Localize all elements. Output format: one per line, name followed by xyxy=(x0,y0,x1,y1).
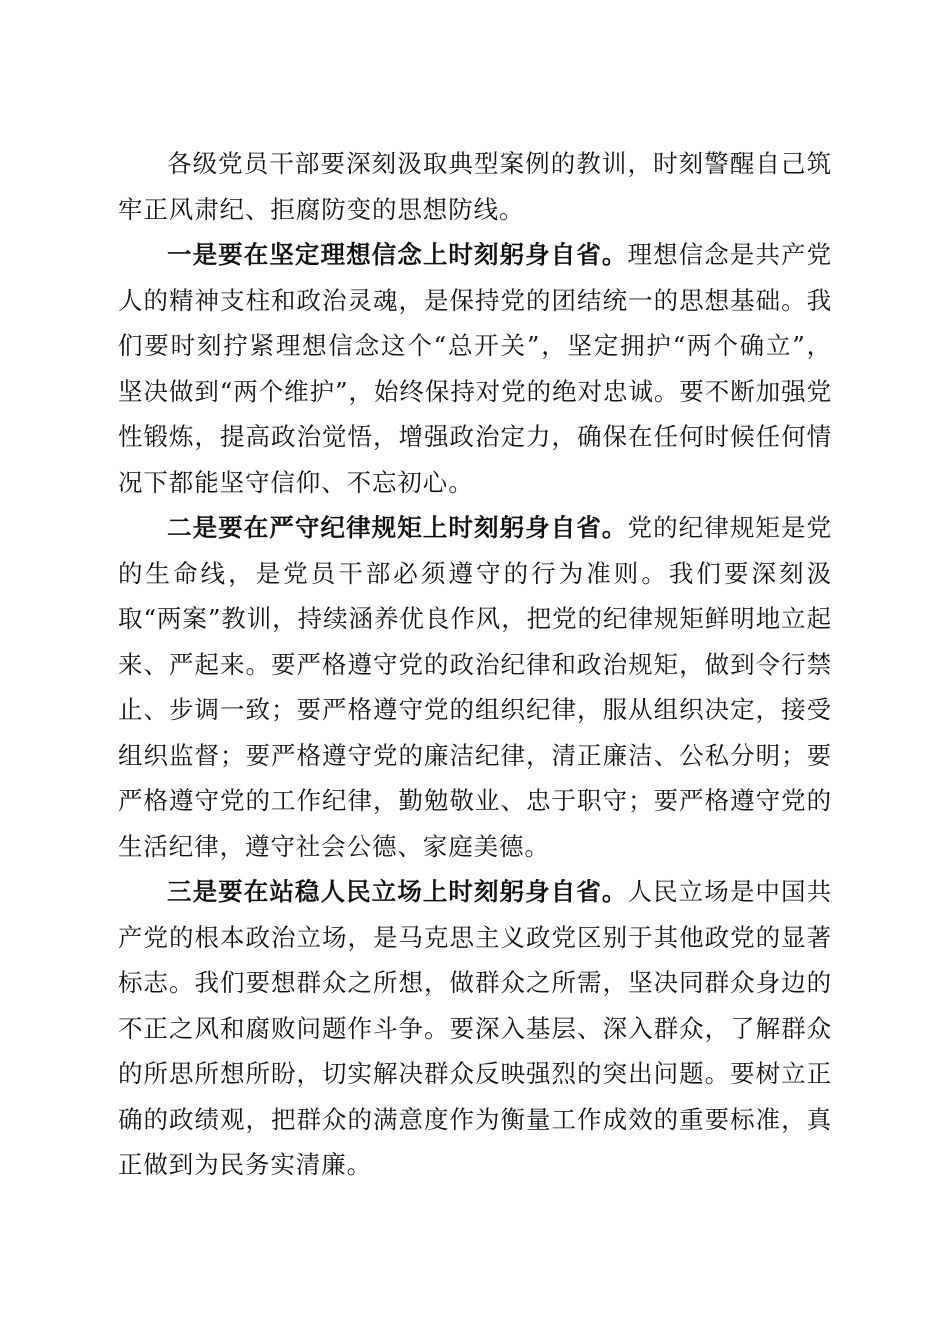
paragraph-people xyxy=(118,869,832,1188)
paragraph-discipline-heading: 二是要在严守纪律规矩上时刻躬身自省。 xyxy=(167,513,628,542)
document-body xyxy=(118,141,832,1188)
paragraph-intro-text: 各级党员干部要深刻汲取典型案例的教训，时刻警醒自己筑牢正风肃纪、拒腐防变的思想防线。 xyxy=(118,149,832,224)
paragraph-ideals-text: 理想信念是共产党人的精神支柱和政治灵魂，是保持党的团结统一的思想基础。我们要时刻拧紧理想信念这个“总开关”，坚定拥护“两个确立”，坚决做到“两个维护”，始终保持对党的绝对忠诚。要不断加强党性锻炼，提高政治觉悟，增强政治定力，确保在任何时候任何情况下都能坚守信仰、不忘初心。 xyxy=(118,240,833,497)
paragraph-discipline xyxy=(118,505,832,869)
paragraph-people-text: 人民立场是中国共产党的根本政治立场，是马克思主义政党区别于其他政党的显著标志。我们要想群众之所想，做群众之所需，坚决同群众身边的不正之风和腐败问题作斗争。要深入基层、深入群众，了解群众的所思所想所盼，切实解决群众反映强烈的突出问题。要树立正确的政绩观，把群众的满意度作为衡量工作成效的重要标准，真正做到为民务实清廉。 xyxy=(118,877,833,1179)
paragraph-intro xyxy=(118,141,832,232)
paragraph-ideals xyxy=(118,232,832,505)
paragraph-ideals-heading: 一是要在坚定理想信念上时刻躬身自省。 xyxy=(167,240,628,269)
paragraph-discipline-text: 党的纪律规矩是党的生命线，是党员干部必须遵守的行为准则。我们要深刻汲取“两案”教训，持续涵养优良作风，把党的纪律规矩鲜明地立起来、严起来。要严格遵守党的政治纪律和政治规矩，做到令行禁止、步调一致；要严格遵守党的组织纪律，服从组织决定，接受组织监督；要严格遵守党的廉洁纪律，清正廉洁、公私分明；要严格遵守党的工作纪律，勤勉敬业、忠于职守；要严格遵守党的生活纪律，遵守社会公德、家庭美德。 xyxy=(118,513,833,861)
paragraph-people-heading: 三是要在站稳人民立场上时刻躬身自省。 xyxy=(167,877,628,906)
